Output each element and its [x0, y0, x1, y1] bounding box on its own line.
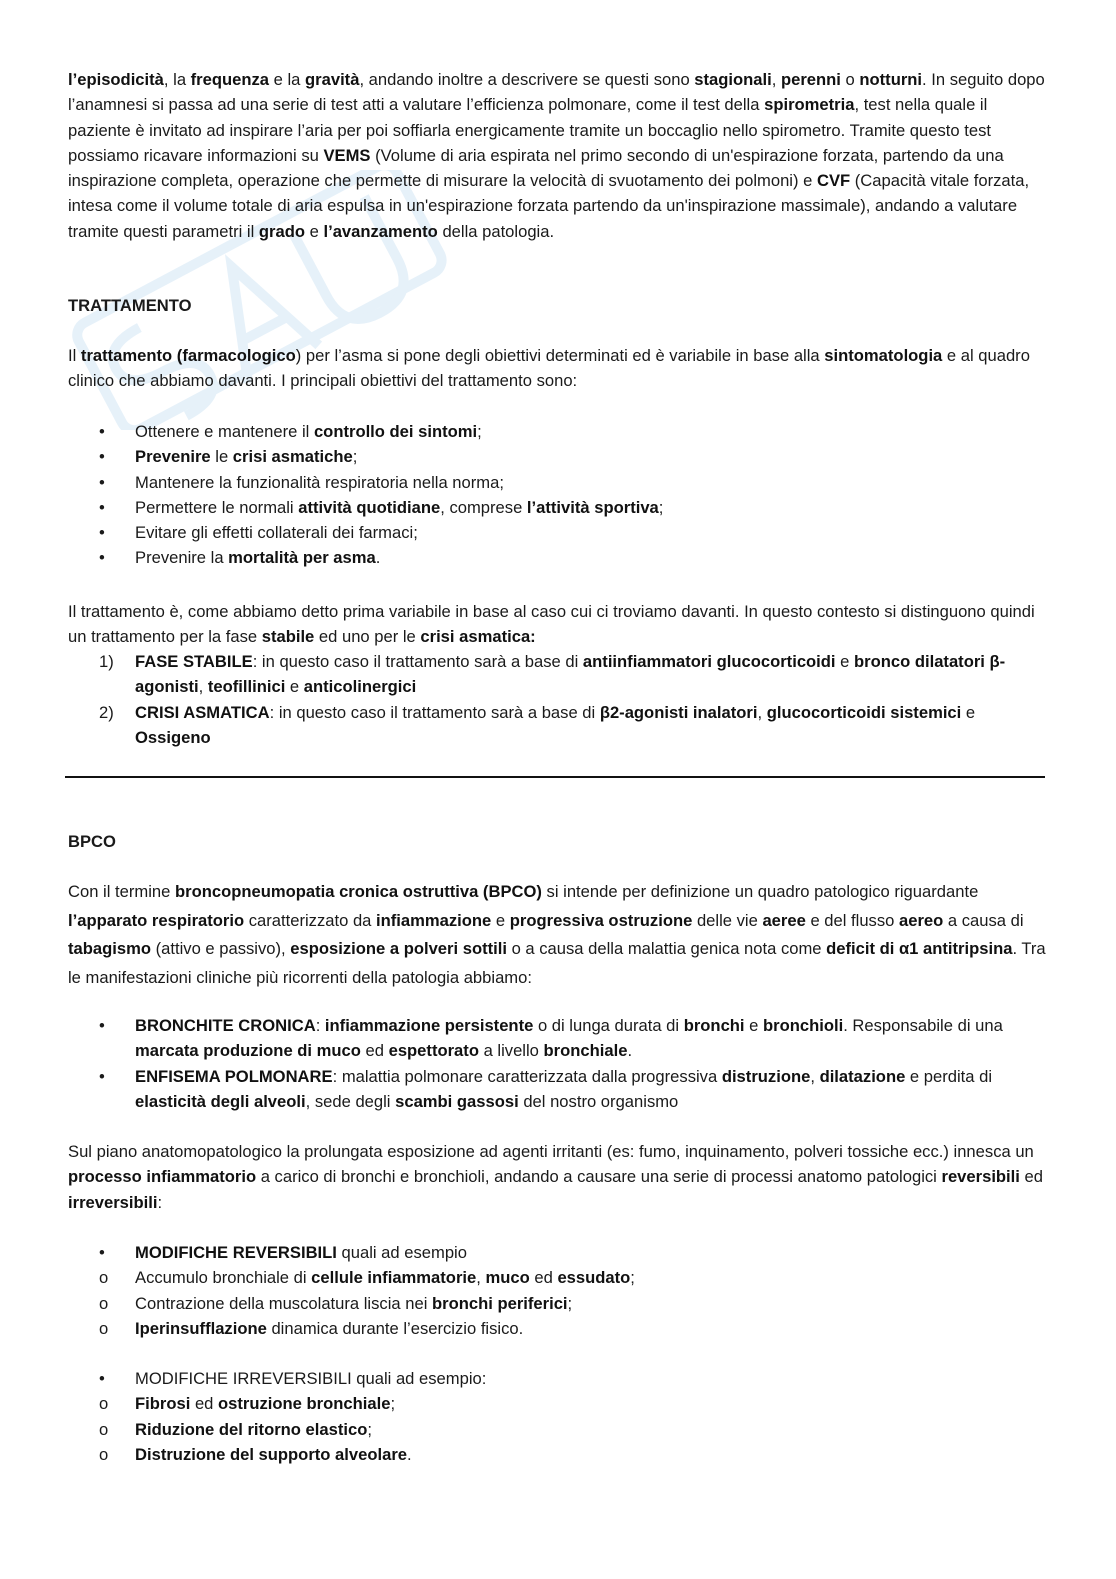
- fasi-list: [68, 649, 1050, 750]
- bold-term: infiammazione: [376, 910, 492, 930]
- list-marker: o: [99, 1419, 109, 1439]
- list-item: [68, 1417, 1050, 1442]
- bold-term: controllo dei sintomi: [313, 422, 478, 441]
- bold-term: frequenza: [190, 70, 270, 89]
- bold-term: crisi asmatiche: [232, 447, 353, 467]
- bold-term: CVF: [816, 171, 851, 191]
- bold-term: bronchioli: [763, 1016, 844, 1035]
- bold-term: essudato: [557, 1268, 631, 1288]
- bold-term: bronchi periferici: [432, 1293, 568, 1313]
- manifestazioni-list: [68, 1013, 1050, 1114]
- text-run: o di lunga durata di: [533, 1016, 684, 1035]
- bold-term: broncopneumopatia cronica ostruttiva (BPCO): [174, 882, 542, 901]
- bold-term: BRONCHITE CRONICA: [135, 1016, 316, 1035]
- text-run: ;: [477, 422, 482, 441]
- bpco-intro: [68, 878, 1050, 992]
- text-run: (Capacità vitale forzata, intesa come il volume totale di aria espulsa in un'espirazione forzata partendo da un'inspirazione massimale), andando a valutare tramite questi parametri il: [68, 171, 1030, 241]
- text-run: ;: [390, 1394, 396, 1414]
- text-run: : malattia polmonare caratterizzata dalla progressiva: [332, 1066, 722, 1086]
- fasi-intro: [68, 599, 1050, 650]
- text-run: Contrazione della muscolatura liscia nei: [135, 1293, 432, 1313]
- bold-term: deficit di α1 antitripsina: [826, 939, 1013, 959]
- bullet-marker: •: [99, 447, 105, 467]
- text-run: Evitare gli effetti collaterali dei farmaci;: [135, 523, 418, 543]
- bold-term: tabagismo: [68, 939, 151, 959]
- bold-term: Riduzione del ritorno elastico: [135, 1419, 368, 1439]
- text-run: (attivo e passivo),: [151, 939, 291, 959]
- list-item: [68, 1316, 1050, 1341]
- bold-term: gravità: [305, 70, 360, 89]
- list-marker: o: [99, 1268, 109, 1288]
- bold-term: FASE STABILE: [135, 652, 253, 671]
- text-run: ;: [367, 1419, 372, 1439]
- list-marker: o: [99, 1318, 109, 1338]
- text-run: ,: [757, 702, 767, 722]
- text-run: a livello: [478, 1041, 544, 1061]
- trattamento-heading: TRATTAMENTO: [68, 296, 192, 315]
- list-item: [68, 1064, 1050, 1115]
- list-item: [68, 1240, 1050, 1265]
- text-run: si intende per definizione un quadro patologico riguardante: [541, 882, 979, 901]
- text-run: delle vie: [692, 910, 763, 930]
- bold-term: Fibrosi: [135, 1394, 191, 1414]
- bold-term: spirometria: [764, 95, 855, 115]
- list-item: [68, 419, 1050, 444]
- list-item: [68, 1265, 1050, 1290]
- text-run: e la: [269, 70, 306, 89]
- bold-term: crisi asmatica:: [420, 627, 536, 647]
- bullet-marker: •: [99, 1016, 105, 1035]
- text-run: ,: [198, 677, 208, 697]
- text-run: :: [157, 1192, 163, 1212]
- bold-term: mortalità per asma: [228, 548, 376, 568]
- bold-term: anticolinergici: [303, 677, 417, 697]
- text-run: , test nella quale il paziente è invitato ad inspirare l’aria per poi soffiarla energicamente tramite un boccaglio nello spirometro. Tramite questo test possiamo ricavare informazioni su: [68, 95, 991, 165]
- text-run: quali ad esempio: [336, 1243, 467, 1262]
- bold-term: infiammazione persistente: [324, 1016, 534, 1035]
- bold-term: glucocorticoidi sistemici: [766, 702, 962, 722]
- reversibili-list: [68, 1240, 1050, 1341]
- bold-term: attività quotidiane: [298, 497, 441, 517]
- bold-term: elasticità degli alveoli: [135, 1091, 306, 1111]
- bold-term: distruzione: [721, 1066, 811, 1086]
- bold-term: Iperinsufflazione: [135, 1318, 267, 1338]
- text-run: e: [285, 677, 304, 697]
- text-run: : in questo caso il trattamento sarà a base di: [269, 702, 600, 722]
- bold-term: bronchi: [683, 1016, 745, 1035]
- text-run: MODIFICHE IRREVERSIBILI quali ad esempio:: [135, 1369, 487, 1388]
- bold-term: grado: [258, 221, 306, 241]
- text-run: del nostro organismo: [518, 1091, 679, 1111]
- bold-term: MODIFICHE REVERSIBILI: [135, 1243, 337, 1262]
- text-run: ed: [1019, 1167, 1043, 1187]
- text-run: ;: [567, 1293, 573, 1313]
- bold-term: marcata produzione di muco: [135, 1041, 361, 1061]
- text-run: o: [840, 70, 860, 89]
- text-run: , andando inoltre a descrivere se questi sono: [359, 70, 695, 89]
- bold-term: aeree: [762, 910, 806, 930]
- bold-term: Ossigeno: [135, 727, 211, 747]
- text-run: . Tra le manifestazioni cliniche più ricorrenti della patologia abbiamo:: [68, 939, 1046, 987]
- bold-term: stabile: [261, 627, 315, 647]
- text-run: a carico di bronchi e bronchioli, andando a causare una serie di processi anatomo patologici: [256, 1167, 942, 1187]
- text-run: Il trattamento è, come abbiamo detto prima variabile in base al caso cui ci troviamo davanti. In questo contesto si distinguono quindi un trattamento per la fase: [68, 602, 1035, 647]
- bpco-heading: BPCO: [68, 832, 116, 851]
- text-run: , la: [163, 70, 191, 89]
- irreversibili-list: [68, 1366, 1050, 1467]
- text-run: e perdita di: [905, 1066, 993, 1086]
- bold-term: progressiva ostruzione: [509, 910, 693, 930]
- bullet-marker: •: [99, 497, 105, 517]
- bold-term: cellule infiammatorie: [311, 1268, 477, 1288]
- bullet-marker: •: [99, 523, 105, 543]
- text-run: (Volume di aria espirata nel primo secondo di un'espirazione forzata, partendo da una inspirazione completa, operazione che permette di misurare la velocità di svuotamento dei polmoni) e: [68, 145, 1004, 191]
- bold-term: esposizione a polveri sottili: [290, 939, 507, 959]
- section-divider: [65, 776, 1045, 778]
- text-run: e: [835, 652, 854, 671]
- bold-term: irreversibili: [68, 1192, 158, 1212]
- bold-term: espettorato: [388, 1041, 479, 1061]
- text-run: e al quadro clinico che abbiamo davanti. I principali obiettivi del trattamento sono:: [68, 346, 1030, 391]
- bold-term: notturni: [859, 70, 923, 89]
- list-item: [68, 495, 1050, 520]
- text-run: ed uno per le: [314, 627, 421, 647]
- text-run: Mantenere la funzionalità respiratoria nella norma;: [135, 472, 504, 492]
- text-run: Con il termine: [68, 882, 175, 901]
- text-run: : in questo caso il trattamento sarà a base di: [252, 652, 583, 671]
- list-item: [68, 1442, 1050, 1467]
- text-run: e: [961, 702, 976, 722]
- bold-term: stagionali: [694, 70, 772, 89]
- bold-term: β2-agonisti inalatori: [599, 702, 758, 722]
- text-run: Il: [68, 346, 81, 365]
- text-run: dinamica durante l’esercizio fisico.: [266, 1318, 524, 1338]
- text-run: ;: [630, 1268, 635, 1288]
- text-run: , comprese: [440, 497, 527, 517]
- text-run: ed: [360, 1041, 389, 1061]
- bold-term: muco: [485, 1268, 530, 1288]
- text-run: a causa di: [943, 910, 1024, 930]
- anatomo-intro: [68, 1139, 1050, 1215]
- list-item: [68, 700, 1050, 751]
- obiettivi-list: [68, 419, 1050, 571]
- text-run: ;: [352, 447, 358, 467]
- text-run: Sul piano anatomopatologico la prolungata esposizione ad agenti irritanti (es: fumo, inquinamento, polveri tossiche ecc.) innesca un: [68, 1142, 1034, 1161]
- bold-term: aereo: [899, 910, 944, 930]
- text-run: .: [375, 548, 381, 568]
- text-run: caratterizzato da: [244, 910, 377, 930]
- text-run: .: [627, 1041, 633, 1061]
- text-run: Ottenere e mantenere il: [135, 422, 314, 441]
- bold-term: sintomatologia: [824, 346, 943, 365]
- bold-term: l’episodicità: [68, 70, 164, 89]
- text-run: e: [744, 1016, 763, 1035]
- text-run: , sede degli: [305, 1091, 396, 1111]
- bold-term: antiinfiammatori glucocorticoidi: [582, 652, 836, 671]
- trattamento-intro: [68, 343, 1050, 394]
- text-run: ed: [529, 1268, 558, 1288]
- bold-term: perenni: [780, 70, 841, 89]
- bold-term: teofillinici: [207, 677, 286, 697]
- bold-term: VEMS: [323, 145, 371, 165]
- bullet-marker: •: [99, 422, 105, 441]
- text-run: Permettere le normali: [135, 497, 299, 517]
- bold-term: Prevenire: [135, 447, 211, 467]
- bold-term: reversibili: [941, 1167, 1020, 1187]
- text-run: .: [407, 1444, 412, 1464]
- list-item: [68, 520, 1050, 545]
- list-marker: •: [99, 1369, 105, 1388]
- text-run: e del flusso: [805, 910, 899, 930]
- bold-term: l’apparato respiratorio: [68, 910, 245, 930]
- text-run: ;: [658, 497, 664, 517]
- list-item: [68, 649, 1050, 700]
- list-marker: o: [99, 1293, 109, 1313]
- bold-term: trattamento (farmacologico: [80, 346, 296, 365]
- bold-term: CRISI ASMATICA: [135, 702, 270, 722]
- bold-term: dilatazione: [819, 1066, 906, 1086]
- text-run: ed: [190, 1394, 219, 1414]
- bold-term: l’avanzamento: [323, 221, 438, 241]
- bold-term: bronco dilatatori β-agonisti: [135, 652, 1006, 697]
- bullet-marker: •: [99, 1066, 105, 1086]
- bold-term: ENFISEMA POLMONARE: [135, 1066, 333, 1086]
- bold-term: scambi gassosi: [395, 1091, 519, 1111]
- text-run: ,: [810, 1066, 820, 1086]
- list-item: [68, 1291, 1050, 1316]
- bullet-marker: •: [99, 548, 105, 568]
- list-item: [68, 444, 1050, 469]
- text-run: della patologia.: [437, 221, 555, 241]
- text-run: Accumulo bronchiale di: [135, 1268, 312, 1288]
- text-run: e: [305, 221, 324, 241]
- list-item: [68, 1013, 1050, 1064]
- bullet-marker: •: [99, 472, 105, 492]
- bold-term: ostruzione bronchiale: [218, 1394, 391, 1414]
- bold-term: bronchiale: [543, 1041, 628, 1061]
- list-marker: •: [99, 1243, 105, 1262]
- text-run: ,: [771, 70, 781, 89]
- list-marker: 1): [99, 652, 114, 671]
- list-item: [68, 470, 1050, 495]
- list-marker: o: [99, 1444, 109, 1464]
- text-run: Prevenire la: [135, 548, 229, 568]
- text-run: :: [315, 1016, 325, 1035]
- text-run: . Responsabile di una: [843, 1016, 1003, 1035]
- list-item: [68, 1366, 1050, 1391]
- list-item: [68, 545, 1050, 570]
- bold-term: processo infiammatorio: [68, 1167, 257, 1187]
- text-run: ) per l’asma si pone degli obiettivi determinati ed è variabile in base alla: [295, 346, 825, 365]
- bold-term: l’attività sportiva: [526, 497, 659, 517]
- list-marker: o: [99, 1394, 109, 1414]
- intro-paragraph: [68, 67, 1050, 244]
- text-run: . In seguito dopo l’anamnesi si passa ad una serie di test atti a valutare l’efficienza polmonare, come il test della: [68, 70, 1045, 115]
- list-marker: 2): [99, 702, 114, 722]
- text-run: le: [210, 447, 233, 467]
- list-item: [68, 1391, 1050, 1416]
- text-run: o a causa della malattia genica nota come: [506, 939, 827, 959]
- text-run: e: [491, 910, 510, 930]
- text-run: ,: [476, 1268, 486, 1288]
- bold-term: Distruzione del supporto alveolare: [135, 1444, 408, 1464]
